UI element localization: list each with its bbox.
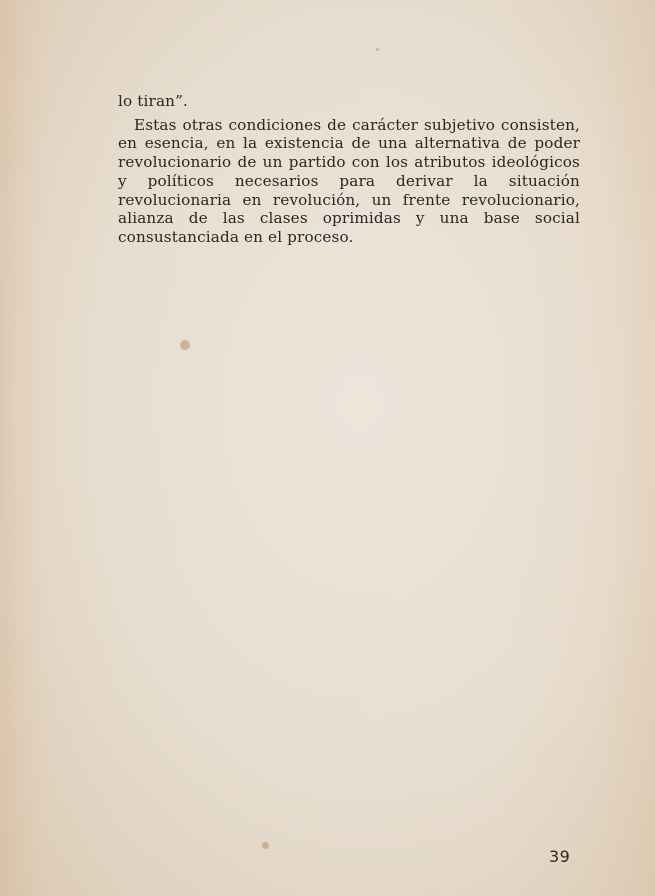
body-paragraph: Estas otras condiciones de carácter subjetivo consisten, en esencia, en la existencia de una alternativa de poder revolucionario de un partido con los atributos ideológicos y políticos necesarios para derivar la situación revolucionaria en revolución, un frente revolucionario, alianza de las clases oprimidas y una base social consustanciada en el proceso. <box>118 115 580 246</box>
page-number: 39 <box>549 847 571 866</box>
text-block <box>118 92 580 247</box>
paper-stain <box>180 340 190 350</box>
paper-stain <box>262 842 269 849</box>
paper-stain <box>376 48 379 51</box>
continued-text: lo tiran”. <box>118 92 188 110</box>
